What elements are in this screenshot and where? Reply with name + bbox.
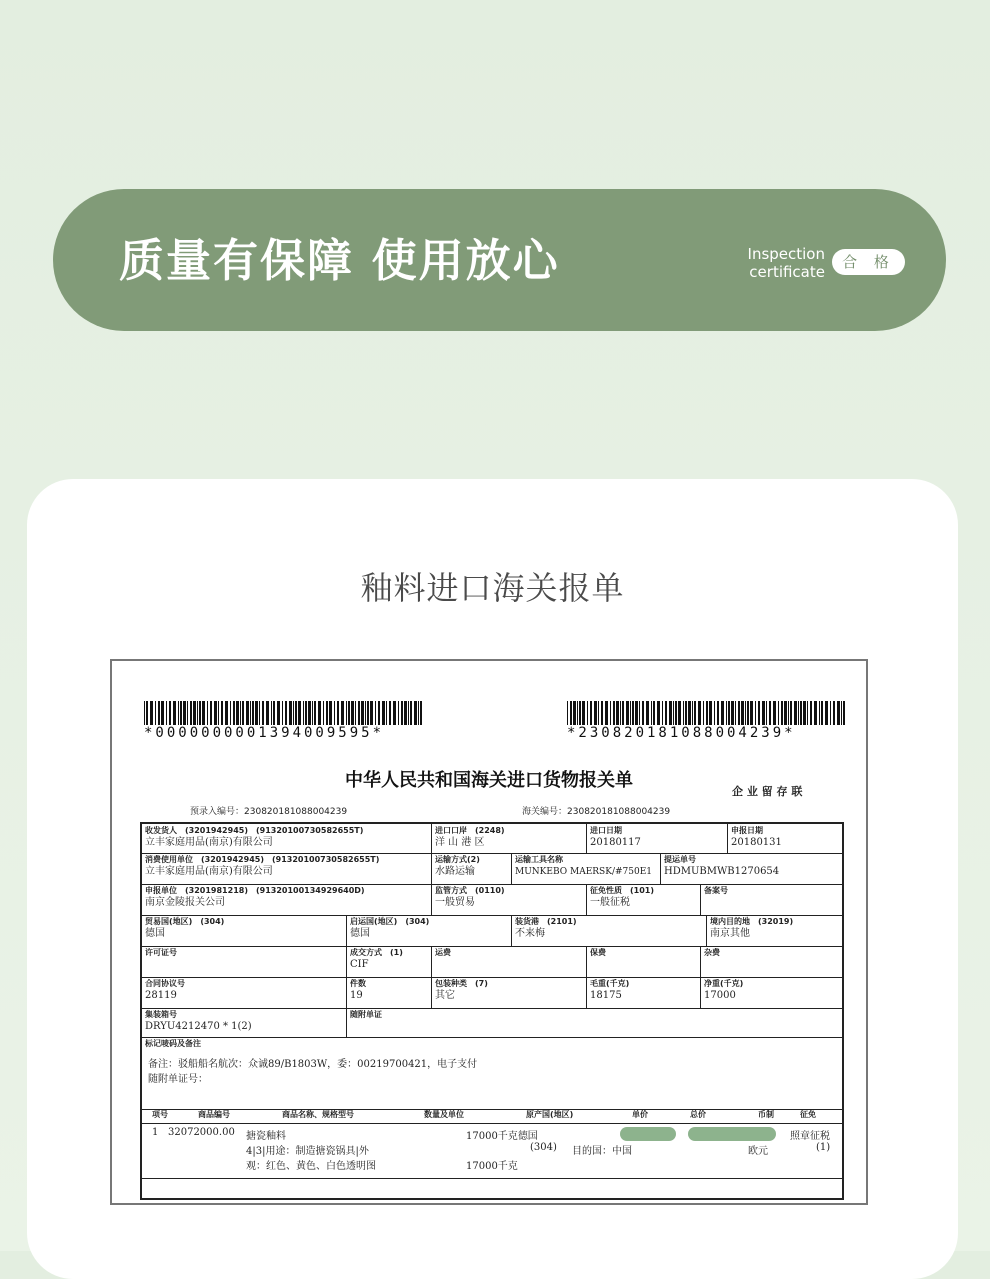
declarant-cell: 申报单位 (3201981218) (91320100134929640D) 南京金陵报关公司 (142, 884, 432, 915)
loading-port-cell: 装货港 (2101) 不来梅 (512, 915, 707, 946)
customs-declaration-document (110, 659, 868, 1205)
card-title: 釉料进口海关报单 (360, 569, 625, 607)
levy-nature-cell: 征免性质 (101) 一般征税 (587, 884, 701, 915)
trade-country-cell: 贸易国(地区) (304) 德国 (142, 915, 347, 946)
packing-cell: 包装种类 (7) 其它 (432, 977, 587, 1008)
entry-port-cell: 进口口岸 (2248) 洋 山 港 区 (432, 824, 587, 853)
declaration-title: 中华人民共和国海关进口货物报关单 (345, 770, 633, 791)
declare-date-cell: 申报日期 20180131 (731, 826, 782, 848)
consumer-cell: 消费使用单位 (3201942945) (91320100730582655T) 立丰家庭用品(南京)有限公司 (142, 853, 432, 884)
record-number-cell: 备案号 (704, 886, 728, 895)
insurance-cell: 保费 (587, 946, 701, 977)
grid-row (142, 946, 842, 978)
import-date-cell: 进口日期 20180117 (587, 824, 728, 853)
grid-row (142, 977, 842, 1009)
header-banner (53, 189, 946, 331)
consignee-cell: 收发货人 (3201942945) (91320100730582655T) 立丰家庭用品(南京)有限公司 (142, 824, 432, 853)
customs-number: 海关编号：230820181088004239 (522, 807, 671, 817)
redacted-total-price (688, 1127, 776, 1141)
grid-row (142, 853, 842, 885)
inspection-line1: Inspection (747, 245, 825, 263)
marks-documents: 随附单证号： (148, 1074, 208, 1085)
banner-title: 质量有保障 使用放心 (119, 234, 560, 287)
barcode-left-number: *0000000001394009595* (144, 725, 385, 741)
pieces-cell: 件数 19 (347, 977, 432, 1008)
net-weight-cell: 净重(千克) 17000 (704, 979, 744, 1001)
gross-weight-cell: 毛重(千克) 18175 (587, 977, 701, 1008)
goods-row: 1 32072000.00 搪瓷釉料 4|3|用途：制造搪瓷锅具|外 观：红色、黄色、白色透明图 17000千克德国 17000千克 (304) 目的国：中国 欧元 照章征税 (1) (142, 1123, 842, 1179)
grid-row (142, 884, 842, 916)
content-card (27, 479, 958, 1279)
freight-cell: 运费 (432, 946, 587, 977)
redacted-unit-price (620, 1127, 676, 1141)
pre-entry-number: 预录入编号：230820181088004239 (190, 807, 348, 817)
grid-row (142, 915, 842, 947)
license-cell: 许可证号 (142, 946, 347, 977)
deal-mode-cell: 成交方式 (1) CIF (347, 946, 432, 977)
inspection-certificate-label (748, 245, 825, 281)
misc-fee-cell: 杂费 (704, 948, 720, 957)
transport-tool-cell: 运输工具名称 MUNKEBO MAERSK/#750E1 (512, 853, 661, 884)
marks-remark: 备注：驳船船名航次：众诚89/B1803W，委：00219700421，电子支付 (148, 1059, 478, 1070)
grid-row (142, 824, 842, 854)
copy-label: 企 业 留 存 联 (732, 785, 803, 798)
documents-cell: 随附单证 (350, 1010, 382, 1019)
domestic-destination-cell: 境内目的地 (32019) 南京其他 (710, 917, 794, 939)
container-cell: 集装箱号 DRYU4212470 * 1(2) (142, 1008, 347, 1037)
barcode-right-number: *230820181088004239* (567, 725, 796, 741)
origin-country-cell: 启运国(地区) (304) 德国 (347, 915, 512, 946)
transport-mode-cell: 运输方式(2) 水路运输 (432, 853, 512, 884)
inspection-line2: certificate (749, 263, 825, 281)
supervision-cell: 监管方式 (0110) 一般贸易 (432, 884, 587, 915)
contract-cell: 合同协议号 28119 (142, 977, 347, 1008)
goods-header-row: 项号 商品编号 商品名称、规格型号 数量及单位 原产国(地区) 单价 总价 币制 征免 (142, 1109, 842, 1124)
bill-number-cell: 提运单号 HDMUBMWB1270654 (664, 855, 780, 877)
qualified-badge: 合 格 (832, 249, 905, 275)
grid-row (142, 1008, 842, 1038)
declaration-grid (140, 822, 844, 1200)
marks-section: 标记唛码及备注 备注：驳船船名航次：众诚89/B1803W，委：00219700421，电子支付 随附单证号： (142, 1037, 842, 1110)
